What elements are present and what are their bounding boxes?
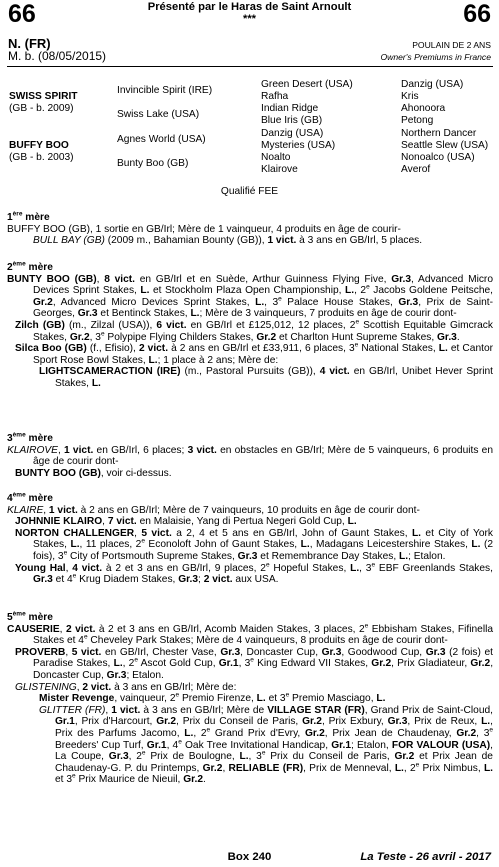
second-dam-produce-2: Silca Boo (GB) (f., Efisio), 2 vict. à 2 ans en GB/Irl et £33,911, 6 places, 3e National Stakes, L. et Cantor Sport Rose Bowl Stakes, L.; 1 place à 2 ans; Mère de:: [15, 341, 494, 366]
fourth-dam-produce-2: NORTON CHALLENGER, 5 vict. a 2, 4 et 5 ans en GB/Irl, John of Gaunt Stakes, L. et City of York Stakes, L., 11 places, 2e Econoloft John of Gaunt Stakes, L., Madagans Leicestershire Stakes, L. (2 fois), 3e City of Portsmouth Supreme Stakes, Gr.3 et Remembrance Day Stakes, L.; Etalon.: [15, 527, 494, 562]
pedigree-g3-8: Klairove: [261, 164, 298, 175]
pedigree-g2-3: Agnes World (USA): [117, 134, 206, 145]
pedigree-g3-7: Noalto: [261, 152, 291, 163]
pedigree-g4-1: Danzig (USA): [401, 79, 464, 90]
consignor-title: Présenté par le Haras de Saint Arnoult: [147, 1, 352, 13]
header-divider: [7, 66, 493, 67]
dam-name: BUFFY BOO: [9, 140, 69, 151]
pedigree-g4-3: Ahonoora: [401, 103, 446, 114]
qualification: Qualifié FEE: [220, 186, 279, 197]
pedigree-g2-1: Invincible Spirit (IRE): [117, 85, 213, 96]
second-dam-grandproduce: LIGHTSCAMERACTION (IRE) (m., Pastoral Pursuits (GB)), 4 vict. en GB/Irl, Unibet Hever Sprint Stakes, L.: [39, 366, 493, 389]
pedigree-g4-4: Petong: [401, 115, 434, 126]
lot-number-right: 66: [463, 0, 491, 28]
fifth-dam-text: CAUSERIE, 2 vict. à 2 et 3 ans en GB/Irl, Acomb Maiden Stakes, 3 places, 2e Ebbisham Stakes, Fifinella Stakes et 4e Cheveley Park Stakes; Mère de 4 vainqueurs, 8 produits en âge de courir dont-: [7, 622, 494, 647]
sire-name: SWISS SPIRIT: [9, 91, 78, 102]
pedigree-g3-4: Blue Iris (GB): [261, 115, 323, 126]
fifth-dam-produce-1: PROVERB, 5 vict. en GB/Irl, Chester Vase, Gr.3, Doncaster Cup, Gr.3, Goodwood Cup, Gr.3 (2 fois) et Paradise Stakes, L., 2e Ascot Gold Cup, Gr.1, 3e King Edward VII Stakes, Gr.2, Prix Gladiateur, Gr.2, Doncaster Cup, Gr.3; Etalon.: [15, 646, 494, 681]
fourth-dam-produce-3: Young Hal, 4 vict. à 2 et 3 ans en GB/Irl, 9 places, 2e Hopeful Stakes, L., 3e EBF Greenlands Stakes, Gr.3 et 4e Krug Diadem Stakes, Gr.3; 2 vict. aux USA.: [15, 561, 493, 586]
sale-info: La Teste - 26 avril - 2017: [360, 851, 491, 863]
pedigree-g4-6: Seattle Slew (USA): [401, 140, 489, 151]
first-dam-produce: BULL BAY (GB) (2009 m., Bahamian Bounty (GB)), 1 vict. à 3 ans en GB/Irl, 5 places.: [33, 235, 423, 247]
stars: ***: [242, 13, 257, 25]
pedigree-g3-1: Green Desert (USA): [261, 79, 353, 90]
second-dam-text: BUNTY BOO (GB), 8 vict. en GB/Irl et en Suède, Arthur Guinness Flying Five, Gr.3, Advanced Micro Devices Sprint Stakes, L. et Stockholm Plaza Open Championship, L., 2e Jacobs Goldene Peitsche, Gr.2, Advanced Micro Devices Sprint Stakes, L., 3e Palace House Stakes, Gr.3, Prix de Saint-Georges, Gr.3 et Bentinck Stakes, L.; Mère de 3 vainqueurs, 7 produits en âge de courir dont-: [7, 273, 494, 320]
pedigree-g2-4: Bunty Boo (GB): [117, 158, 189, 169]
section-fifth-dam: [7, 612, 493, 786]
section-title-second-dam: 2ème mère: [7, 260, 53, 273]
owners-premium: Owner's Premiums in France: [380, 52, 491, 62]
fifth-dam-produce-2: GLISTENING, 2 vict. à 3 ans en GB/Irl; Mère de:: [15, 681, 237, 693]
fifth-dam-grandproduce-2: GLITTER (FR), 1 vict. à 3 ans en GB/Irl; Mère de VILLAGE STAR (FR), Grand Prix de Saint-Cloud, Gr.1, Prix d'Harcourt, Gr.2, Prix du Conseil de Paris, Gr.2, Prix Exbury, Gr.3, Prix de Reux, L., Prix des Parfums Jacomo, L., 2e Grand Prix d'Evry, Gr.2, Prix Jean de Chaudenay, Gr.2, 3e Breeders' Cup Turf, Gr.1, 4e Oak Tree Invitational Handicap, Gr.1; Etalon, FOR VALOUR (USA), La Coupe, Gr.3, 2e Prix de Boulogne, L., 3e Prix du Conseil de Paris, Gr.2 et Prix Jean de Chaudenay-G. P. du Printemps, Gr.2, RELIABLE (FR), Prix de Menneval, L., 2e Prix Nimbus, L. et 3e Prix Maurice de Nieuil, Gr.2.: [39, 704, 494, 786]
pedigree-g2-2: Swiss Lake (USA): [117, 109, 200, 120]
section-fourth-dam: [7, 493, 493, 586]
section-title-fifth-dam: 5ème mère: [7, 610, 53, 623]
first-dam-text: BUFFY BOO (GB), 1 sortie en GB/Irl; Mère de 1 vainqueur, 4 produits en âge de courir-: [7, 223, 401, 235]
fourth-dam-produce-1: JOHNNIE KLAIRO, 7 vict. en Malaisie, Yang di Pertua Negeri Gold Cup, L.: [15, 516, 357, 528]
pedigree-g4-5: Northern Dancer: [401, 128, 477, 139]
section-title-fourth-dam: 4ème mère: [7, 491, 53, 504]
pedigree-g4-8: Averof: [401, 164, 431, 175]
section-title-third-dam: 3ème mère: [7, 431, 53, 444]
pedigree-g3-2: Rafha: [261, 91, 289, 102]
horse-name: N. (FR): [8, 36, 51, 51]
dam-info: (GB - b. 2003): [9, 152, 74, 163]
section-third-dam: [7, 433, 493, 479]
third-dam-produce: BUNTY BOO (GB), voir ci-dessus.: [15, 467, 172, 479]
pedigree-g3-5: Danzig (USA): [261, 128, 324, 139]
section-title-first-dam: 1ère mère: [7, 210, 50, 223]
pedigree-g3-3: Indian Ridge: [261, 103, 319, 114]
section-first-dam: [7, 212, 493, 247]
section-second-dam: [7, 262, 493, 390]
pedigree-g4-2: Kris: [401, 91, 419, 102]
pedigree-g3-6: Mysteries (USA): [261, 140, 336, 151]
pedigree-g4-7: Nonoalco (USA): [401, 152, 475, 163]
fifth-dam-grandproduce-1: Mister Revenge, vainqueur, 2e Premio Firenze, L. et 3e Premio Masciago, L.: [39, 691, 386, 705]
sire-info: (GB - b. 2009): [9, 103, 74, 114]
fourth-dam-text: KLAIRE, 1 vict. à 2 ans en GB/Irl; Mère de 7 vainqueurs, 10 produits en âge de courir dont-: [7, 504, 420, 516]
horse-type: POULAIN DE 2 ANS: [412, 40, 491, 50]
lot-number-left: 66: [8, 0, 36, 28]
third-dam-text: KLAIROVE, 1 vict. en GB/Irl, 6 places; 3 vict. en obstacles en GB/Irl; Mère de 5 vainqueurs, 6 produits en âge de courir dont-: [7, 444, 493, 468]
box-number: Box 240: [227, 851, 272, 863]
second-dam-produce-1: Zilch (GB) (m., Zilzal (USA)), 6 vict. en GB/Irl et £125,012, 12 places, 2e Scottish Equitable Gimcrack Stakes, Gr.2, 3e Polypipe Flying Childers Stakes, Gr.2 et Charlton Hunt Supreme Stakes, Gr.3.: [15, 318, 493, 343]
horse-description: M. b. (08/05/2015): [8, 49, 107, 63]
